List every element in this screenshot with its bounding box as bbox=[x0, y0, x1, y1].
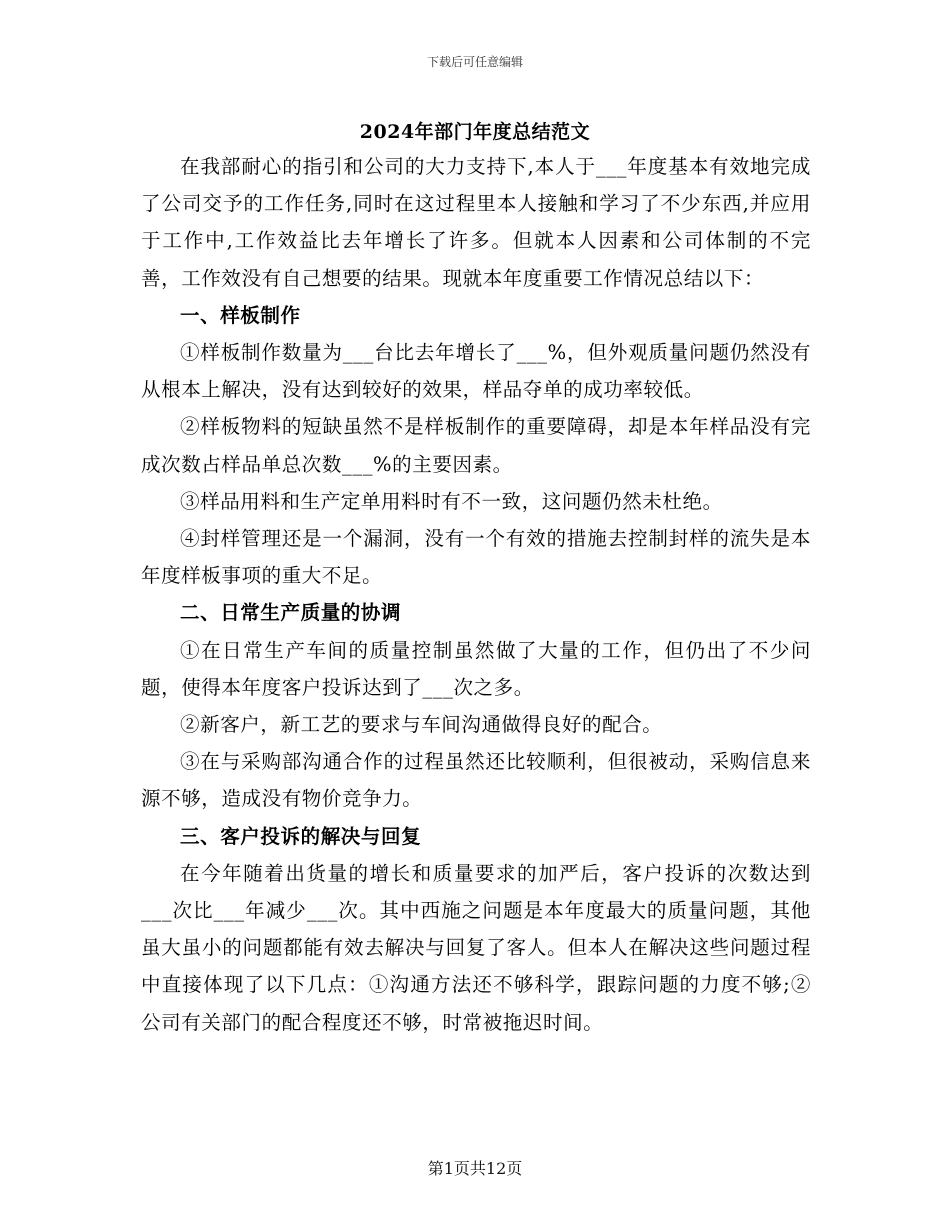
section-paragraph: ①在日常生产车间的质量控制虽然做了大量的工作，但仍出了不少问题，使得本年度客户投诉达到了___次之多。 bbox=[141, 638, 811, 699]
document-title: 2024年部门年度总结范文 bbox=[359, 121, 591, 143]
section-paragraph: ②新客户，新工艺的要求与车间沟通做得良好的配合。 bbox=[180, 713, 663, 737]
section-heading: 三、客户投诉的解决与回复 bbox=[180, 824, 422, 848]
section-paragraph: ③样品用料和生产定单用料时有不一致，这问题仍然未杜绝。 bbox=[180, 489, 723, 513]
section-heading: 二、日常生产质量的协调 bbox=[180, 601, 402, 625]
section-paragraph: ④封样管理还是一个漏洞，没有一个有效的措施去控制封样的流失是本年度样板事项的重大不足。 bbox=[141, 527, 811, 588]
header-note: 下载后可任意编辑 bbox=[426, 55, 523, 69]
document-body bbox=[141, 148, 811, 1041]
section-heading: 一、样板制作 bbox=[180, 303, 301, 327]
section-paragraph: ②样板物料的短缺虽然不是样板制作的重要障碍，却是本年样品没有完成次数占样品单总次数___%的主要因素。 bbox=[141, 415, 811, 476]
section-paragraph: ③在与采购部沟通合作的过程虽然还比较顺利，但很被动，采购信息来源不够，造成没有物价竞争力。 bbox=[141, 750, 811, 811]
intro-paragraph: 在我部耐心的指引和公司的大力支持下,本人于___年度基本有效地完成了公司交予的工作任务,同时在这过程里本人接触和学习了不少东西,并应用于工作中,工作效益比去年增长了许多。但就本人因素和公司体制的不完善，工作效没有自己想要的结果。现就本年度重要工作情况总结以下： bbox=[141, 155, 811, 290]
section-paragraph: ①样板制作数量为___台比去年增长了___%，但外观质量问题仍然没有从根本上解决，没有达到较好的效果，样品夺单的成功率较低。 bbox=[141, 341, 811, 402]
page-number-footer: 第1页共12页 bbox=[427, 1159, 523, 1178]
section-paragraph: 在今年随着出货量的增长和质量要求的加严后，客户投诉的次数达到___次比___年减少___次。其中西施之问题是本年度最大的质量问题，其他虽大虽小的问题都能有效去解决与回复了客人。但本人在解决这些问题过程中直接体现了以下几点：①沟通方法还不够科学，跟踪问题的力度不够;②公司有关部门的配合程度还不够，时常被拖迟时间。 bbox=[141, 861, 811, 1034]
